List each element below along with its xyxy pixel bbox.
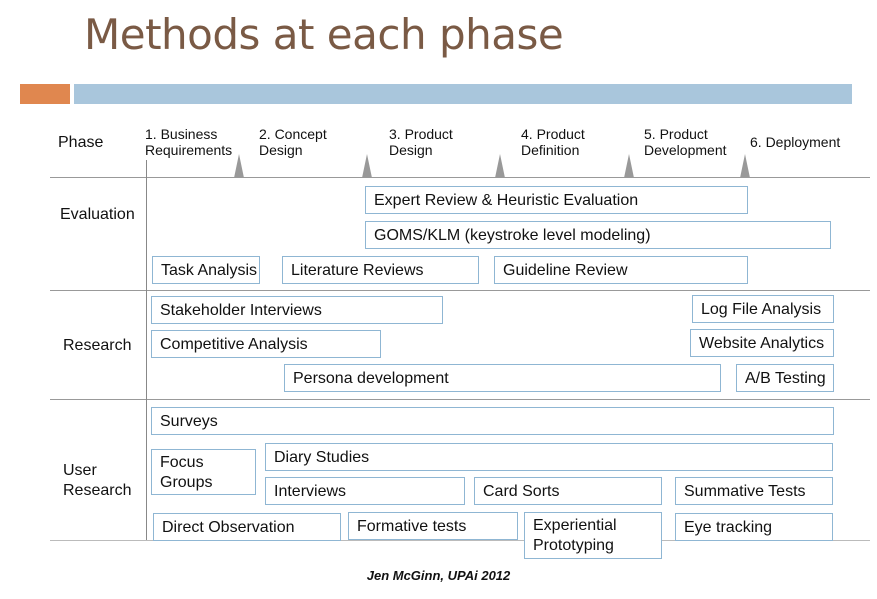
section-research: Research: [63, 337, 132, 354]
credit-line: Jen McGinn, UPAi 2012: [366, 568, 511, 583]
method-stakeholder-interviews: Stakeholder Interviews: [151, 296, 443, 324]
method-interviews: Interviews: [265, 477, 465, 505]
phase-marker-2: [362, 154, 372, 178]
divider-evaluation: [50, 290, 870, 291]
method-persona-development: Persona development: [284, 364, 721, 392]
phase-4-label: 4. Product Definition: [521, 126, 585, 158]
method-direct-observation: Direct Observation: [153, 513, 341, 541]
phase-1-label: 1. Business Requirements: [145, 126, 233, 158]
method-guideline-review: Guideline Review: [494, 256, 748, 284]
section-user-research: User Research: [63, 462, 132, 499]
method-log-file-analysis: Log File Analysis: [692, 295, 834, 323]
method-card-sorts: Card Sorts: [474, 477, 662, 505]
method-summative-tests: Summative Tests: [675, 477, 833, 505]
phase-2-label: 2. Concept Design: [259, 126, 327, 158]
phase-header: Phase: [58, 134, 104, 151]
accent-bar-blue: [74, 84, 852, 104]
method-expert-review: Expert Review & Heuristic Evaluation: [365, 186, 748, 214]
method-surveys: Surveys: [151, 407, 834, 435]
method-literature-reviews: Literature Reviews: [282, 256, 479, 284]
method-formative-tests: Formative tests: [348, 512, 518, 540]
phase-marker-5: [740, 154, 750, 178]
phase-marker-3: [495, 154, 505, 178]
method-competitive-analysis: Competitive Analysis: [151, 330, 381, 358]
method-focus-groups: Focus Groups: [151, 449, 256, 495]
method-task-analysis: Task Analysis: [152, 256, 260, 284]
method-website-analytics: Website Analytics: [690, 329, 834, 357]
method-ab-testing: A/B Testing: [736, 364, 834, 392]
phase-marker-4: [624, 154, 634, 178]
section-evaluation: Evaluation: [60, 206, 135, 223]
method-eye-tracking: Eye tracking: [675, 513, 833, 541]
phase-5-label: 5. Product Development: [644, 126, 727, 158]
phase-6-label: 6. Deployment: [750, 134, 841, 150]
divider-phase: [50, 177, 870, 178]
method-goms: GOMS/KLM (keystroke level modeling): [365, 221, 831, 249]
page-title: Methods at each phase: [84, 10, 564, 59]
divider-research: [50, 399, 870, 400]
phase-marker-1: [234, 154, 244, 178]
divider-vertical: [146, 160, 147, 540]
accent-bar-orange: [20, 84, 70, 104]
method-experiential-prototyping: Experiential Prototyping: [524, 512, 662, 559]
method-diary-studies: Diary Studies: [265, 443, 833, 471]
phase-3-label: 3. Product Design: [389, 126, 453, 158]
